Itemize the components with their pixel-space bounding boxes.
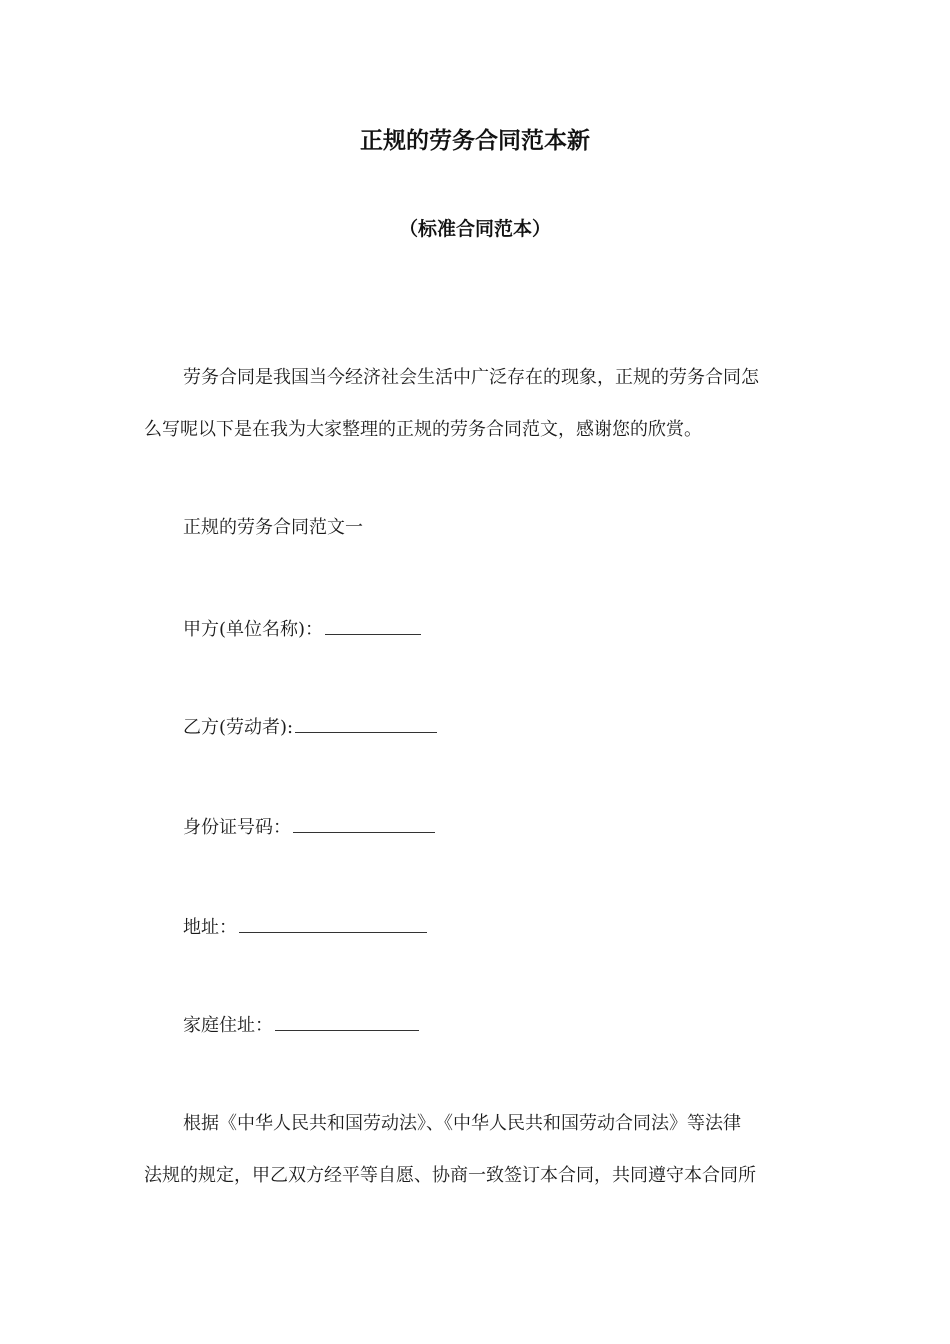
home-address-blank <box>275 1014 419 1031</box>
party-b-field <box>183 716 437 740</box>
id-number-field <box>183 816 435 840</box>
party-a-field <box>183 618 421 642</box>
document-title: 正规的劳务合同范本新 <box>360 128 590 154</box>
address-blank <box>239 916 427 933</box>
address-field <box>183 916 427 940</box>
party-b-label: 乙方(劳动者): <box>183 717 294 738</box>
section-heading: 正规的劳务合同范文一 <box>183 517 363 538</box>
party-b-blank <box>295 716 437 733</box>
body-paragraph-line-1: 根据《中华人民共和国劳动法》、《中华人民共和国劳动合同法》等法律 <box>183 1113 741 1134</box>
home-address-label: 家庭住址： <box>183 1015 273 1036</box>
body-paragraph-line-2: 法规的规定，甲乙双方经平等自愿、协商一致签订本合同，共同遵守本合同所 <box>144 1165 756 1186</box>
intro-paragraph-line-1: 劳务合同是我国当今经济社会生活中广泛存在的现象，正规的劳务合同怎 <box>183 367 759 388</box>
document-subtitle: （标准合同范本） <box>398 218 551 240</box>
address-label: 地址： <box>183 917 237 938</box>
party-a-blank <box>325 618 421 635</box>
party-a-label: 甲方(单位名称)： <box>183 619 324 640</box>
id-number-blank <box>293 816 435 833</box>
id-number-label: 身份证号码： <box>183 817 291 838</box>
intro-paragraph-line-2: 么写呢以下是在我为大家整理的正规的劳务合同范文，感谢您的欣赏。 <box>144 419 702 440</box>
home-address-field <box>183 1014 419 1038</box>
